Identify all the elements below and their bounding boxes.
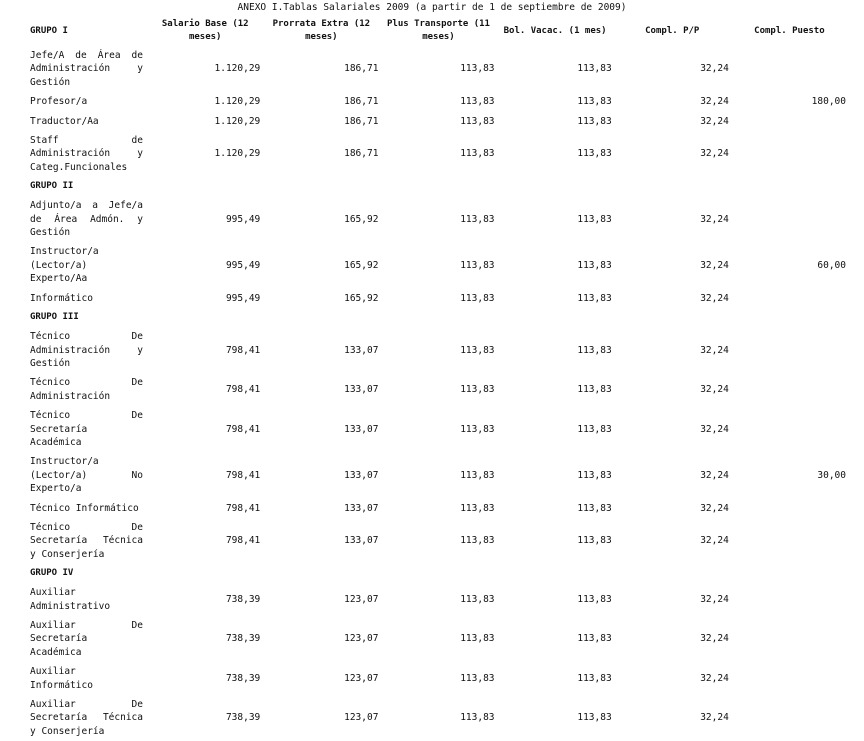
job-title-cell (28, 112, 148, 131)
plus-transporte-cell: 113,83 (460, 633, 495, 645)
job-title: Técnico Informático (30, 502, 139, 514)
job-title-cell (28, 289, 148, 308)
bol-vacac-cell: 113,83 (577, 96, 612, 108)
compl-puesto-cell (731, 289, 848, 308)
job-title: Auxiliar Administrativo (30, 587, 111, 612)
compl-puesto-cell (731, 131, 848, 177)
compl-puesto-cell (731, 196, 848, 242)
table-row (28, 518, 848, 564)
bol-vacac-cell: 113,83 (577, 344, 612, 356)
job-title: Auxiliar De Secretaría Académica (30, 620, 143, 658)
bol-vacac-cell: 113,83 (577, 292, 612, 304)
table-row (28, 452, 848, 498)
prorrata-extra-cell: 133,07 (344, 384, 379, 396)
job-title-cell (28, 46, 148, 92)
plus-transporte-cell: 113,83 (460, 148, 495, 160)
header-salario-base: Salario Base (12 meses) (161, 19, 249, 42)
compl-puesto-cell (731, 499, 848, 518)
group-heading-row (28, 564, 848, 583)
job-title-cell (28, 452, 148, 498)
plus-transporte-cell: 113,83 (460, 213, 495, 225)
job-title: Auxiliar Informático (30, 666, 93, 691)
job-title: Auxiliar De Secretaría Técnica y Conserjería (30, 699, 143, 737)
job-title-cell (28, 373, 148, 406)
compl-pp-cell: 32,24 (700, 502, 729, 514)
job-title-cell (28, 242, 148, 288)
prorrata-extra-cell: 133,07 (344, 535, 379, 547)
table-header-row (28, 16, 848, 46)
compl-pp-cell: 32,24 (700, 672, 729, 684)
prorrata-extra-cell: 165,92 (344, 213, 379, 225)
bol-vacac-cell: 113,83 (577, 633, 612, 645)
plus-transporte-cell: 113,83 (460, 593, 495, 605)
compl-puesto-cell (731, 518, 848, 564)
job-title-cell (28, 131, 148, 177)
prorrata-extra-cell: 133,07 (344, 502, 379, 514)
bol-vacac-cell: 113,83 (577, 115, 612, 127)
table-row (28, 131, 848, 177)
job-title: Instructor/a (Lector/a) Experto/Aa (30, 246, 99, 285)
salario-base-cell: 1.120,29 (214, 96, 261, 108)
salario-base-cell: 798,41 (225, 535, 261, 547)
plus-transporte-cell: 113,83 (460, 63, 495, 75)
compl-puesto-cell: 180,00 (811, 96, 846, 108)
job-title-cell (28, 406, 148, 452)
job-title: Adjunto/a a Jefe/a de Área Admón. y Gestión (30, 200, 143, 239)
job-title-cell (28, 327, 148, 373)
prorrata-extra-cell: 123,07 (344, 633, 379, 645)
job-title-cell (28, 92, 148, 111)
compl-puesto-cell (731, 406, 848, 452)
salario-base-cell: 1.120,29 (214, 115, 261, 127)
compl-puesto-cell: 30,00 (817, 469, 846, 481)
salario-base-cell: 995,49 (225, 292, 261, 304)
compl-pp-cell: 32,24 (700, 535, 729, 547)
salario-base-cell: 798,41 (225, 469, 261, 481)
job-title: Jefe/A de Área de Administración y Gestión (30, 50, 143, 88)
table-row (28, 327, 848, 373)
salario-base-cell: 798,41 (225, 384, 261, 396)
table-row (28, 499, 848, 518)
group-heading-row (28, 308, 848, 327)
job-title: Staff de Administración y Categ.Funcionales (30, 135, 143, 173)
job-title-cell (28, 662, 148, 695)
salary-table (28, 16, 848, 741)
table-body (28, 46, 848, 741)
salario-base-cell: 738,39 (225, 593, 261, 605)
compl-pp-cell: 32,24 (700, 292, 729, 304)
job-title-cell (28, 196, 148, 242)
prorrata-extra-cell: 186,71 (344, 148, 379, 160)
header-group: GRUPO I (30, 25, 68, 36)
job-title: Técnico De Secretaría Técnica y Conserjería (30, 521, 143, 560)
compl-puesto-cell: 60,00 (817, 259, 846, 271)
bol-vacac-cell: 113,83 (577, 535, 612, 547)
job-title-cell (28, 695, 148, 741)
salario-base-cell: 798,41 (225, 344, 261, 356)
prorrata-extra-cell: 123,07 (344, 712, 379, 724)
salario-base-cell: 738,39 (225, 672, 261, 684)
salario-base-cell: 995,49 (225, 213, 261, 225)
compl-puesto-cell (731, 373, 848, 406)
job-title-cell (28, 583, 148, 616)
prorrata-extra-cell: 133,07 (344, 469, 379, 481)
compl-pp-cell: 32,24 (700, 384, 729, 396)
compl-pp-cell: 32,24 (700, 115, 729, 127)
job-title-cell (28, 499, 148, 518)
plus-transporte-cell: 113,83 (460, 115, 495, 127)
job-title: Técnico De Secretaría Académica (30, 410, 143, 448)
compl-pp-cell: 32,24 (700, 469, 729, 481)
salario-base-cell: 738,39 (225, 712, 261, 724)
table-row (28, 695, 848, 741)
plus-transporte-cell: 113,83 (460, 259, 495, 271)
group-heading: GRUPO IV (30, 567, 74, 578)
job-title: Técnico De Administración y Gestión (30, 331, 143, 369)
bol-vacac-cell: 113,83 (577, 469, 612, 481)
header-compl-pp: Compl. P/P (645, 25, 700, 36)
group-heading: GRUPO II (30, 181, 74, 192)
prorrata-extra-cell: 123,07 (344, 593, 379, 605)
plus-transporte-cell: 113,83 (460, 344, 495, 356)
compl-puesto-cell (731, 112, 848, 131)
bol-vacac-cell: 113,83 (577, 672, 612, 684)
plus-transporte-cell: 113,83 (460, 502, 495, 514)
compl-pp-cell: 32,24 (700, 712, 729, 724)
table-row (28, 196, 848, 242)
prorrata-extra-cell: 165,92 (344, 259, 379, 271)
plus-transporte-cell: 113,83 (460, 672, 495, 684)
salario-base-cell: 1.120,29 (214, 63, 261, 75)
table-row (28, 406, 848, 452)
plus-transporte-cell: 113,83 (460, 535, 495, 547)
plus-transporte-cell: 113,83 (460, 469, 495, 481)
table-row (28, 289, 848, 308)
salario-base-cell: 995,49 (225, 259, 261, 271)
prorrata-extra-cell: 186,71 (344, 96, 379, 108)
compl-puesto-cell (731, 583, 848, 616)
bol-vacac-cell: 113,83 (577, 384, 612, 396)
salario-base-cell: 798,41 (225, 423, 261, 435)
job-title: Técnico De Administración (30, 377, 143, 402)
document-title: ANEXO I.Tablas Salariales 2009 (a partir de 1 de septiembre de 2009) (237, 2, 627, 13)
plus-transporte-cell: 113,83 (460, 96, 495, 108)
table-row (28, 112, 848, 131)
compl-pp-cell: 32,24 (700, 96, 729, 108)
table-row (28, 662, 848, 695)
table-row (28, 583, 848, 616)
job-title: Informático (30, 292, 93, 304)
table-row (28, 373, 848, 406)
compl-puesto-cell (731, 616, 848, 662)
compl-pp-cell: 32,24 (700, 633, 729, 645)
salario-base-cell: 1.120,29 (214, 148, 261, 160)
group-heading-row (28, 177, 848, 196)
job-title: Traductor/Aa (30, 115, 99, 127)
compl-puesto-cell (731, 695, 848, 741)
compl-pp-cell: 32,24 (700, 344, 729, 356)
prorrata-extra-cell: 186,71 (344, 63, 379, 75)
job-title: Profesor/a (30, 96, 88, 108)
prorrata-extra-cell: 123,07 (344, 672, 379, 684)
plus-transporte-cell: 113,83 (460, 712, 495, 724)
prorrata-extra-cell: 133,07 (344, 344, 379, 356)
job-title-cell (28, 518, 148, 564)
table-row (28, 242, 848, 288)
table-row (28, 616, 848, 662)
table-row (28, 92, 848, 111)
header-prorrata-extra: Prorrata Extra (12 meses) (272, 19, 371, 42)
group-heading: GRUPO III (30, 311, 79, 322)
compl-pp-cell: 32,24 (700, 593, 729, 605)
compl-pp-cell: 32,24 (700, 213, 729, 225)
compl-puesto-cell (731, 662, 848, 695)
job-title-cell (28, 616, 148, 662)
prorrata-extra-cell: 165,92 (344, 292, 379, 304)
salario-base-cell: 798,41 (225, 502, 261, 514)
header-compl-puesto: Compl. Puesto (754, 25, 825, 36)
compl-puesto-cell (731, 46, 848, 92)
header-plus-transporte: Plus Transporte (11 meses) (387, 19, 490, 42)
plus-transporte-cell: 113,83 (460, 423, 495, 435)
compl-pp-cell: 32,24 (700, 259, 729, 271)
bol-vacac-cell: 113,83 (577, 712, 612, 724)
bol-vacac-cell: 113,83 (577, 148, 612, 160)
table-row (28, 46, 848, 92)
job-title: Instructor/a (Lector/a) No Experto/a (30, 456, 143, 495)
bol-vacac-cell: 113,83 (577, 593, 612, 605)
compl-pp-cell: 32,24 (700, 148, 729, 160)
bol-vacac-cell: 113,83 (577, 423, 612, 435)
prorrata-extra-cell: 186,71 (344, 115, 379, 127)
bol-vacac-cell: 113,83 (577, 259, 612, 271)
salario-base-cell: 738,39 (225, 633, 261, 645)
compl-pp-cell: 32,24 (700, 423, 729, 435)
compl-puesto-cell (731, 327, 848, 373)
header-bol-vacac: Bol. Vacac. (1 mes) (503, 25, 607, 36)
plus-transporte-cell: 113,83 (460, 292, 495, 304)
plus-transporte-cell: 113,83 (460, 384, 495, 396)
bol-vacac-cell: 113,83 (577, 213, 612, 225)
bol-vacac-cell: 113,83 (577, 502, 612, 514)
prorrata-extra-cell: 133,07 (344, 423, 379, 435)
compl-pp-cell: 32,24 (700, 63, 729, 75)
bol-vacac-cell: 113,83 (577, 63, 612, 75)
